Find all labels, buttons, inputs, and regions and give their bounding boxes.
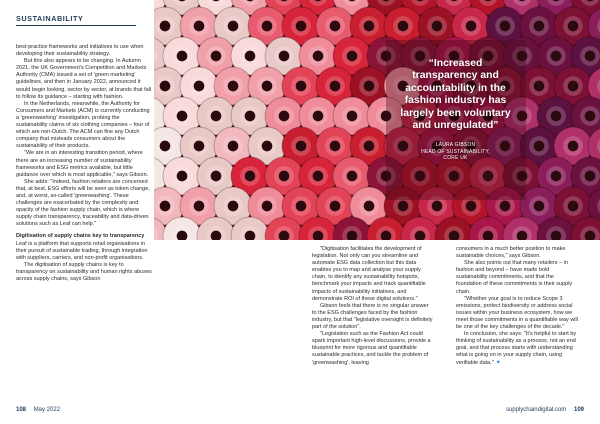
thread-spools-photo (154, 0, 600, 240)
spool-hole (364, 21, 375, 32)
spool-hole (296, 201, 307, 212)
spool-hole (194, 81, 205, 92)
spool-hole (585, 171, 596, 182)
middle-paragraph: "Digitisation facilitates the development of legislation. Not only can you streamline and automate ESG data collection but this data enables you to map and analyse your supply chain, to identify any sustainability hotspots, benchmark your impacts and track quantifiable impacts of sustainability initiatives, and demonstrate ROI of these digital solutions." (312, 246, 426, 302)
quote-name: LAURA GIBSON (435, 142, 476, 149)
right-paragraph (456, 331, 578, 366)
right-paragraph: consumers in a much better position to make sustainable choices," says Gibson. (456, 246, 566, 260)
spool-hole (330, 81, 341, 92)
spool-hole (551, 111, 562, 122)
middle-paragraph: "Legislation such as the Fashion Act could spark important high-level discussions, provide a blueprint for more rigorous and quantifiable sustainable practices, and tackle the problem of 'greenwashing', leaving (312, 331, 431, 366)
spool-hole (194, 201, 205, 212)
spool-hole (160, 81, 171, 92)
thread-spools-image (154, 0, 600, 240)
spool-hole (364, 81, 375, 92)
spool-hole (500, 201, 511, 212)
spool-hole (330, 201, 341, 212)
section-title: SUSTAINABILITY (16, 14, 84, 23)
spool-hole (534, 141, 545, 152)
right-column-text (456, 246, 578, 367)
spool-hole (330, 141, 341, 152)
pull-quote-box (397, 58, 514, 188)
quote-company: CORE UK (443, 155, 468, 162)
spool-hole (585, 51, 596, 62)
spool-hole (211, 51, 222, 62)
spool-hole (398, 201, 409, 212)
pull-quote: “Increased transparency and accountability in the fashion industry has largely been voluntary and unregulated” (400, 58, 511, 132)
spool-hole (296, 81, 307, 92)
quote-role: HEAD OF SUSTAINABILITY, (421, 148, 490, 155)
spool-hole (313, 171, 324, 182)
spool-hole (347, 111, 358, 122)
spool-hole (534, 201, 545, 212)
spool-hole (551, 171, 562, 182)
spool-hole (279, 51, 290, 62)
section-rule (16, 25, 136, 26)
spool-hole (313, 51, 324, 62)
spool-hole (551, 51, 562, 62)
left-paragraph: "We are in an interesting transition period, where there are an increasing number of sustainability frameworks and ESG metrics available, but little guidance over which is most applicable," says Gibson. (16, 150, 149, 178)
spool-hole (296, 141, 307, 152)
left-subhead: Digitisation of supply chains key to transparency (16, 233, 145, 240)
spool-hole (585, 111, 596, 122)
spool-hole (177, 171, 188, 182)
left-paragraph: best-practice frameworks and initiatives to use when developing their sustainability strategy. (16, 44, 144, 58)
right-paragraph: "Whether your goal is to reduce Scope 3 emissions, protect biodiversity or address social issues within your business ecosystem, how we meet those commitments in a quantifiable way will be one of the key challenges of the decade." (456, 295, 578, 331)
end-mark-icon: ✦ (495, 359, 501, 366)
spool-hole (211, 111, 222, 122)
right-paragraph-text: In conclusion, she says: "It's helpful to start by thinking of sustainability as a process, not an end goal, and that process starts with understanding what is going on in your supply chain, using verifiable data." (456, 331, 577, 366)
middle-paragraph: Gibson feels that there is no singular answer to the ESG challenges faced by the fashion industry, but that "legislative oversight is definitely part of the solution". (312, 302, 433, 331)
spool-hole (466, 201, 477, 212)
spool-hole (313, 111, 324, 122)
spool-hole (534, 81, 545, 92)
spool-hole (568, 21, 579, 32)
spool-hole (177, 111, 188, 122)
spool-hole (347, 171, 358, 182)
spool-hole (500, 21, 511, 32)
left-paragraph: In the Netherlands, meanwhile, the Authority for Consumers and Markets (ACM) is currently conducting a 'greenwashing' investigation, probing the sustainability claims of six clothing companies – four of which are non-Dutch. The ACM can fine any Dutch company that misleads consumers about the sustainability of their products. (16, 100, 150, 150)
right-paragraph: She also points out that many retailers – in fashion and beyond – have made bold sustainability commitments, and that the foundation of these commitments is their supply chain. (456, 260, 573, 295)
spool-hole (262, 21, 273, 32)
spool-hole (160, 21, 171, 32)
spool-hole (194, 141, 205, 152)
spool-hole (228, 201, 239, 212)
website: supplychaindigital.com (505, 407, 567, 413)
spool-hole (279, 171, 290, 182)
spool-hole (245, 111, 256, 122)
left-column-text (16, 44, 152, 283)
spool-hole (194, 21, 205, 32)
spool-hole (177, 51, 188, 62)
spool-hole (568, 141, 579, 152)
spool-hole (228, 21, 239, 32)
quote-attribution (397, 142, 514, 161)
spool-hole (364, 141, 375, 152)
spool-hole (347, 51, 358, 62)
spool-hole (228, 141, 239, 152)
spool-hole (330, 21, 341, 32)
left-paragraph: Leaf is a platform that supports retail organisations in their pursuit of sustainable trading, through integration with suppliers, carriers, and non-profit organisations. (16, 240, 148, 261)
left-paragraph: But this also appears to be changing. In Autumn 2021, the UK Government's Competition and Markets Authority (CMA) issued a set of 'green marketing' guidelines, and then in January 2022, announced it would begin looking, sector by sector, at brands that fall to follow its guidance – starting with fashion. (16, 58, 152, 100)
spool-hole (262, 81, 273, 92)
spool-hole (160, 201, 171, 212)
spool-hole (432, 21, 443, 32)
middle-column-text (312, 246, 434, 367)
spool-hole (466, 21, 477, 32)
spool-hole (432, 201, 443, 212)
left-paragraph: The digitisation of supply chains is key to transparency on sustainability and human rights abuses across supply chains, says Gibson (16, 261, 152, 282)
spool-hole (398, 21, 409, 32)
spool-hole (279, 111, 290, 122)
spool-hole (160, 141, 171, 152)
spool-hole (364, 201, 375, 212)
footer-left (16, 407, 60, 413)
spool-hole (534, 21, 545, 32)
right-page-number: 109 (573, 407, 584, 413)
spool-hole (262, 201, 273, 212)
left-page-number: 108 (16, 407, 27, 413)
left-paragraph: She adds: "Indeed, fashion retailers are concerned that, at best, ESG efforts will be seen as token change, and, at worst, so-called 'greenwashing'. These challenges are exacerbated by the complexity and opacity of the fashion supply chain, which is where supply chain transparency, traceability and data-driven solutions such as Leaf can help." (16, 178, 150, 228)
footer-right (506, 407, 584, 413)
spool-hole (568, 81, 579, 92)
spool-hole (296, 21, 307, 32)
spool-hole (211, 171, 222, 182)
spool-hole (245, 171, 256, 182)
spool-hole (262, 141, 273, 152)
spool-hole (245, 51, 256, 62)
spool-hole (568, 201, 579, 212)
spool-hole (228, 81, 239, 92)
issue-date: May 2022 (33, 407, 61, 413)
